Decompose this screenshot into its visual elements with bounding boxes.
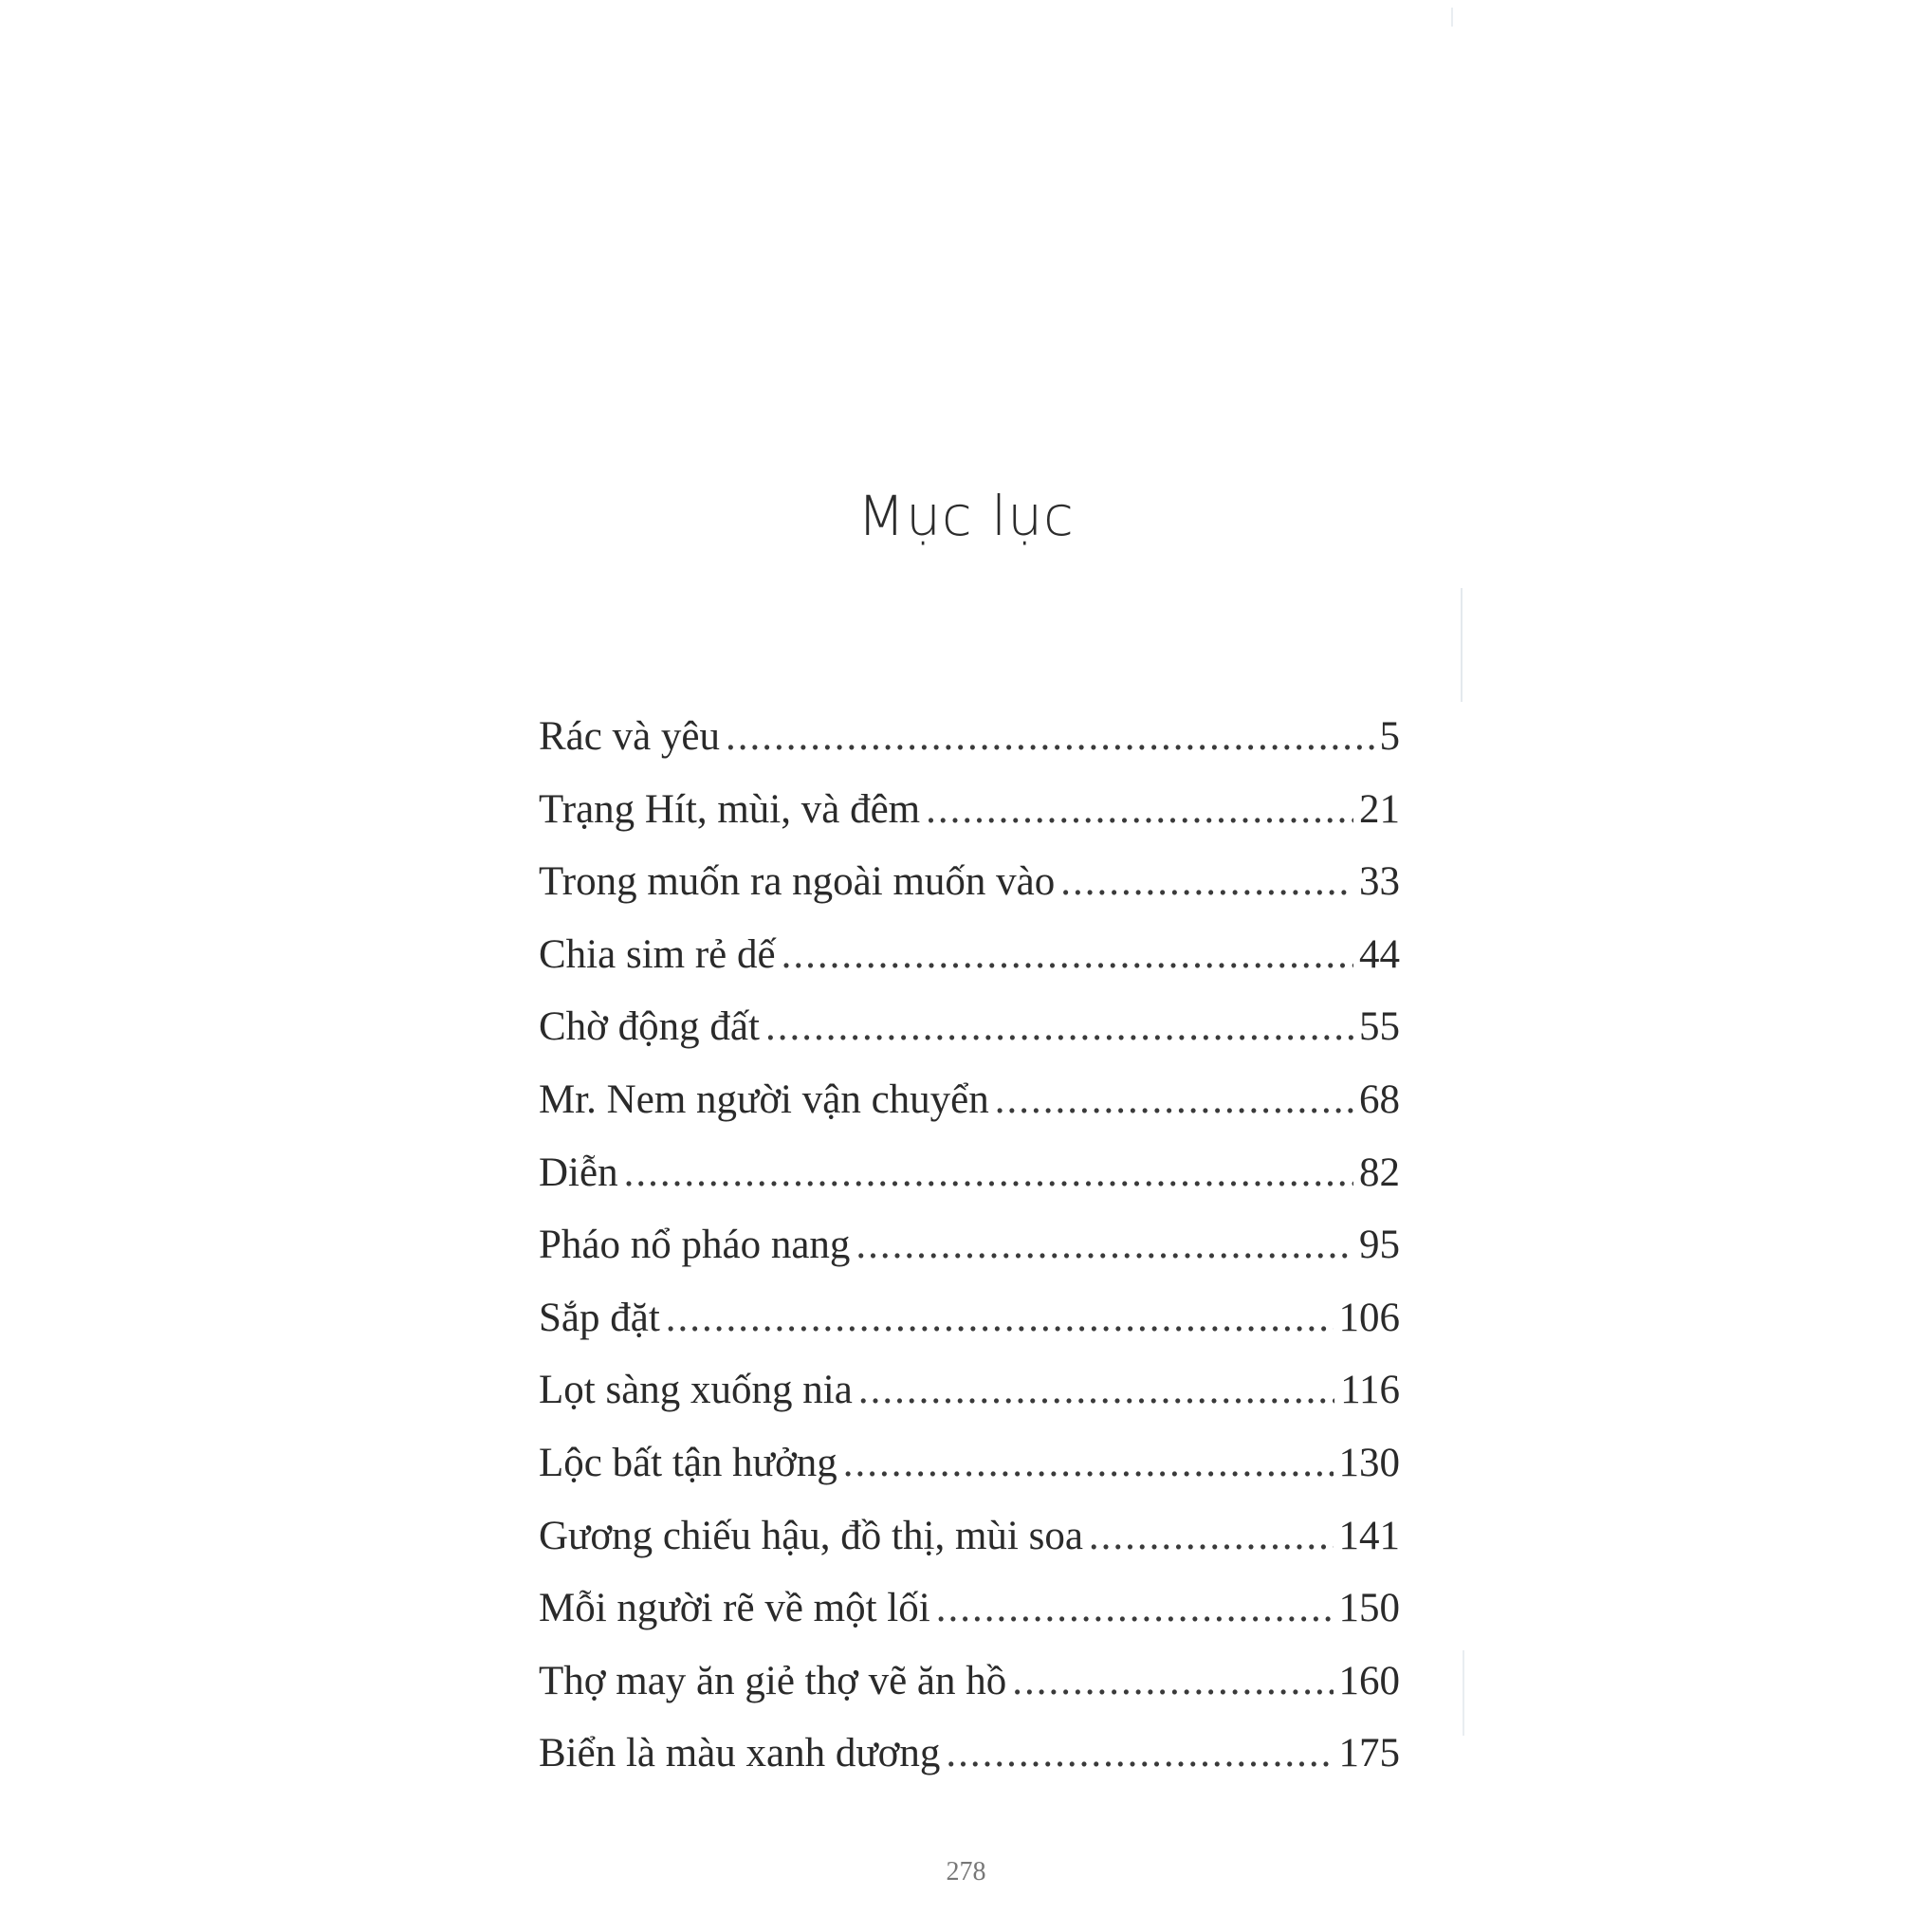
toc-entry	[539, 1440, 1400, 1513]
dot-leader	[843, 1440, 1334, 1486]
toc-entry-title: Lọt sàng xuống nia	[539, 1368, 853, 1413]
toc-entry-title: Biển là màu xanh dương	[539, 1731, 941, 1776]
toc-entry-page: 68	[1359, 1076, 1400, 1122]
dot-leader	[782, 931, 1353, 978]
toc-entry-title: Chờ động đất	[539, 1004, 760, 1050]
dot-leader	[856, 1222, 1353, 1268]
toc-entry	[539, 1367, 1400, 1440]
toc-entry-title: Lộc bất tận hưởng	[539, 1440, 837, 1485]
scan-edge-mark	[1461, 588, 1463, 702]
toc-entry	[539, 786, 1400, 859]
toc-entry-title: Trong muốn ra ngoài muốn vào	[539, 859, 1056, 905]
toc-entry-title: Thợ may ăn giẻ thợ vẽ ăn hồ	[539, 1658, 1007, 1703]
toc-entry-page: 95	[1359, 1223, 1400, 1268]
toc-entry-page: 82	[1359, 1150, 1400, 1195]
page-title: Mục lục	[857, 484, 1075, 548]
dot-leader	[1012, 1658, 1333, 1704]
dot-leader	[926, 786, 1353, 833]
dot-leader	[858, 1367, 1334, 1413]
toc-entry-page: 130	[1338, 1440, 1400, 1485]
scan-edge-mark	[1463, 1650, 1464, 1736]
toc-entry-title: Sắp đặt	[539, 1295, 660, 1340]
dot-leader	[1060, 858, 1353, 905]
toc-entry-page: 160	[1338, 1658, 1400, 1703]
toc-entry	[539, 858, 1400, 931]
toc-entry	[539, 1003, 1400, 1076]
toc-entry-page: 21	[1359, 786, 1400, 832]
toc-entry-title: Trạng Hít, mùi, và đêm	[539, 786, 921, 832]
toc-entry-title: Rác và yêu	[539, 714, 721, 759]
toc-entry	[539, 1585, 1400, 1658]
toc-entry	[539, 713, 1400, 786]
toc-entry	[539, 1730, 1400, 1803]
page-number: 278	[946, 1857, 986, 1886]
dot-leader	[1089, 1513, 1334, 1559]
dot-leader	[666, 1295, 1334, 1341]
toc-entry-page: 5	[1379, 714, 1400, 759]
dot-leader	[624, 1150, 1353, 1196]
dot-leader	[936, 1585, 1334, 1631]
dot-leader	[765, 1003, 1353, 1050]
toc-entry-page: 141	[1338, 1513, 1400, 1558]
toc-entry-page: 175	[1338, 1731, 1400, 1776]
toc-entry	[539, 1513, 1400, 1586]
toc-entry	[539, 1076, 1400, 1150]
toc-entry-title: Diễn	[539, 1150, 618, 1195]
toc-entry	[539, 1222, 1400, 1295]
toc-entry	[539, 931, 1400, 1004]
dot-leader	[995, 1076, 1353, 1123]
dot-leader	[946, 1730, 1333, 1776]
toc-entry-page: 106	[1338, 1295, 1400, 1340]
toc-entry-page: 44	[1359, 931, 1400, 977]
toc-entry-page: 33	[1359, 859, 1400, 905]
toc-entry-title: Pháo nổ pháo nang	[539, 1223, 851, 1268]
scan-edge-mark	[1451, 8, 1453, 27]
toc-entry-title: Gương chiếu hậu, đồ thị, mùi soa	[539, 1513, 1083, 1558]
toc-entry-title: Chia sim rẻ dế	[539, 931, 776, 977]
toc-entry-title: Mỗi người rẽ về một lối	[539, 1586, 930, 1631]
toc-entry	[539, 1150, 1400, 1223]
toc-entry-page: 116	[1340, 1368, 1400, 1413]
dot-leader	[726, 713, 1373, 760]
toc-entry-page: 55	[1359, 1004, 1400, 1050]
table-of-contents	[539, 713, 1400, 1803]
toc-entry	[539, 1658, 1400, 1731]
toc-entry-title: Mr. Nem người vận chuyển	[539, 1076, 989, 1122]
toc-entry-page: 150	[1338, 1586, 1400, 1631]
toc-entry	[539, 1295, 1400, 1368]
